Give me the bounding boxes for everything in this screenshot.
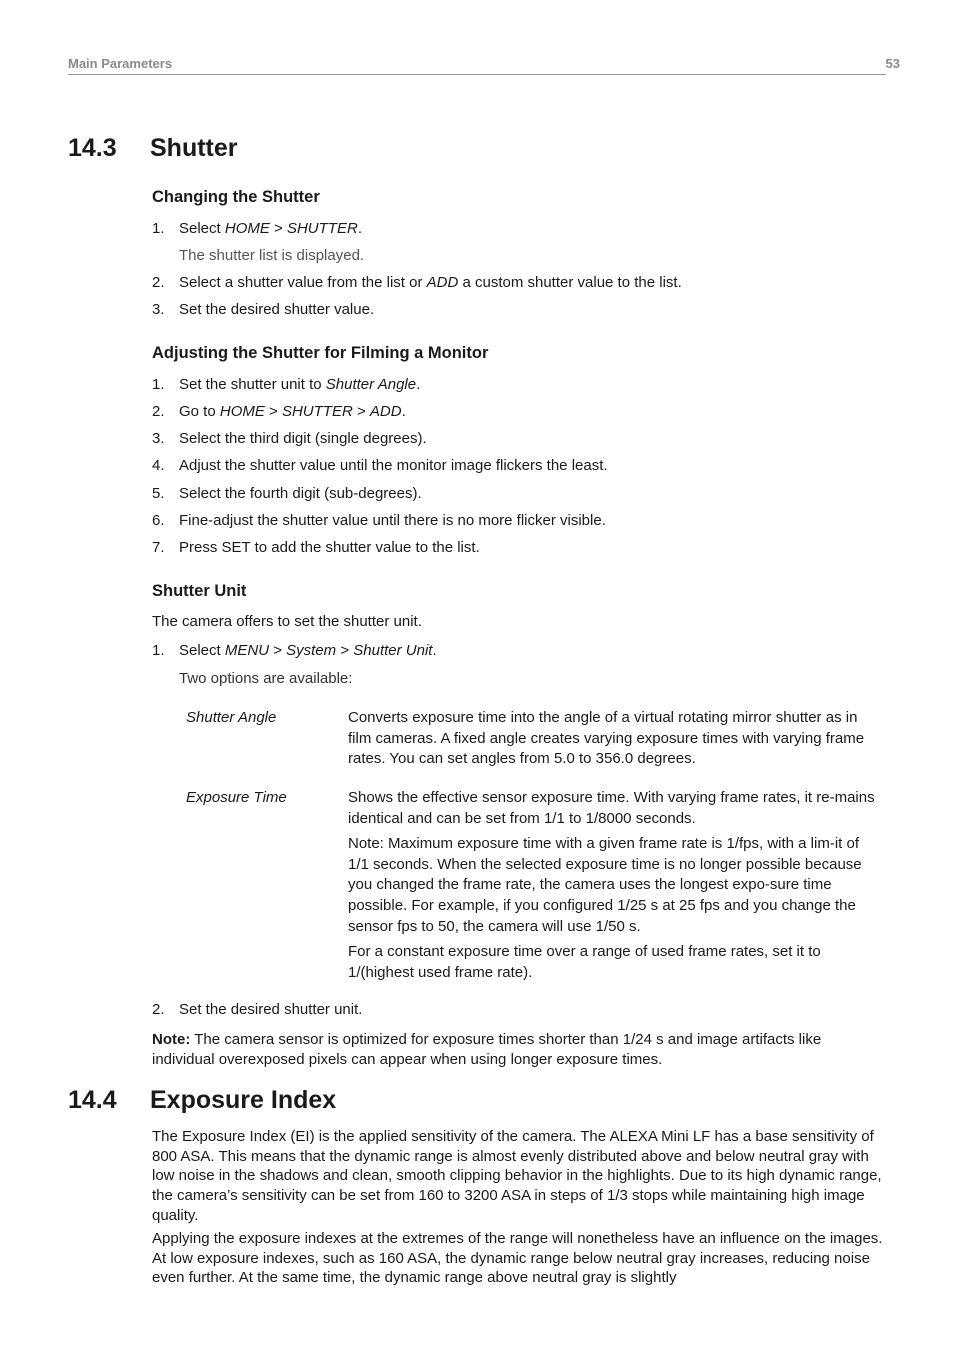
note-text: The camera sensor is optimized for exposure times shorter than 1/24 s and image artifacts like individual overexposed pixels can appear when using longer exposure times. [152, 1031, 822, 1068]
option-desc-text: Converts exposure time into the angle of a virtual rotating mirror shutter as in film cameras. A fixed angle creates varying exposure times with varying frame rates. You can set angles from 5.0 to 356.0 degrees. [348, 709, 865, 768]
list-item [152, 539, 480, 556]
list-item [152, 485, 422, 502]
list-text: Select [179, 642, 225, 659]
list-number: 7. [152, 539, 165, 556]
list-text: > [352, 403, 370, 420]
intro-text: The camera offers to set the shutter unit. [152, 613, 422, 630]
list-item [152, 457, 608, 474]
section-number: 14.4 [68, 1086, 117, 1114]
option-desc-text: Shows the effective sensor exposure time. With varying frame rates, it re-mains identical and can be set from 1/1 to 1/8000 seconds. [348, 789, 875, 827]
section-title: Shutter [150, 134, 238, 162]
list-number: 4. [152, 457, 165, 474]
list-text: Select [179, 220, 225, 237]
list-text: > [264, 403, 282, 420]
menu-path-home: HOME [219, 403, 265, 420]
option-desc-text: For a constant exposure time over a range of used frame rates, set it to 1/(highest used frame rate). [348, 943, 821, 981]
list-item [152, 642, 437, 659]
list-text: Set the desired shutter value. [179, 301, 375, 318]
option-shutter-angle: Shutter Angle [325, 376, 417, 393]
subheading-filming-monitor: Adjusting the Shutter for Filming a Monitor [152, 344, 489, 362]
list-number: 2. [152, 274, 165, 291]
menu-path-system: System [286, 642, 337, 659]
section-heading-shutter [68, 134, 238, 163]
list-number: 3. [152, 301, 165, 318]
list-text: Select the third digit (single degrees). [179, 430, 427, 447]
subheading-changing-shutter: Changing the Shutter [152, 188, 320, 206]
body-paragraph: The Exposure Index (EI) is the applied sensitivity of the camera. The ALEXA Mini LF has a base sensitivity of 800 ASA. This means that the dynamic range is almost evenly distributed above and below neutral gray with low noise in the shadows and clean, smooth clipping behavior in the highlights. Due to its high dynamic range, the camera’s sensitivity can be set from 160 to 3200 ASA in steps of 1/3 stops while maintaining high image quality. [152, 1128, 882, 1224]
list-text: Go to [179, 403, 220, 420]
list-text: Select a shutter value from the list or [179, 274, 427, 291]
list-number: 1. [152, 376, 165, 393]
menu-path-shutter: SHUTTER [286, 220, 358, 237]
list-item [152, 403, 406, 420]
list-text: . [416, 376, 421, 393]
list-item [152, 274, 682, 291]
running-header-section: Main Parameters [68, 56, 173, 71]
option-term-shutter-angle: Shutter Angle [186, 709, 277, 726]
section-heading-exposure-index [68, 1086, 336, 1115]
list-text: Press SET to add the shutter value to the list. [179, 539, 480, 556]
section-title: Exposure Index [150, 1086, 337, 1114]
section-number: 14.3 [68, 134, 117, 162]
menu-path-menu: MENU [224, 642, 270, 659]
menu-path-add: ADD [369, 403, 402, 420]
options-intro: Two options are available: [179, 670, 353, 687]
list-text: Set the desired shutter unit. [179, 1001, 363, 1018]
page-number: 53 [885, 56, 900, 71]
list-number: 5. [152, 485, 165, 502]
header-rule [68, 74, 886, 75]
list-number: 3. [152, 430, 165, 447]
menu-path-shutter: SHUTTER [281, 403, 353, 420]
list-text: . [432, 642, 437, 659]
list-number: 2. [152, 1001, 165, 1018]
list-text: Adjust the shutter value until the monitor image flickers the least. [179, 457, 608, 474]
list-text: > [336, 642, 354, 659]
body-paragraph: Applying the exposure indexes at the extremes of the range will nonetheless have an influence on the images. At low exposure indexes, such as 160 ASA, the dynamic range below neutral gray increases, reducing noise even further. At the same time, the dynamic range above neutral gray is slightly [152, 1230, 883, 1287]
subheading-shutter-unit: Shutter Unit [152, 582, 247, 600]
note-label: Note: [152, 1031, 191, 1048]
list-item [152, 220, 362, 237]
menu-path-add: ADD [426, 274, 459, 291]
list-text: > [269, 220, 287, 237]
menu-path-shutter-unit: Shutter Unit [353, 642, 433, 659]
option-term-exposure-time: Exposure Time [186, 789, 287, 806]
list-number: 1. [152, 220, 165, 237]
list-item [152, 301, 374, 318]
option-desc-note: Note: Maximum exposure time with a given frame rate is 1/fps, with a lim-it of 1/1 seconds. When the selected exposure time is no longer possible because you changed the frame rate, the camera uses the longest expo-sure time possible. For example, if you configured 1/25 s at 25 fps and you change the sensor fps to 50, the camera will use 1/50 s. [348, 835, 862, 935]
list-item [152, 1001, 362, 1018]
list-number: 2. [152, 403, 165, 420]
list-text: Set the shutter unit to [179, 376, 326, 393]
list-text: . [357, 220, 362, 237]
option-desc-shutter-angle [348, 708, 883, 775]
step-result-text: The shutter list is displayed. [179, 247, 365, 264]
note-paragraph [152, 1030, 886, 1069]
list-text: a custom shutter value to the list. [458, 274, 682, 291]
menu-path-home: HOME [224, 220, 270, 237]
list-text: Fine-adjust the shutter value until there is no more flicker visible. [179, 512, 606, 529]
list-item [152, 430, 427, 447]
list-text: . [401, 403, 406, 420]
option-desc-exposure-time [348, 788, 883, 988]
list-number: 6. [152, 512, 165, 529]
list-item [152, 512, 606, 529]
list-number: 1. [152, 642, 165, 659]
list-text: Select the fourth digit (sub-degrees). [179, 485, 422, 502]
list-text: > [269, 642, 287, 659]
list-item [152, 376, 420, 393]
